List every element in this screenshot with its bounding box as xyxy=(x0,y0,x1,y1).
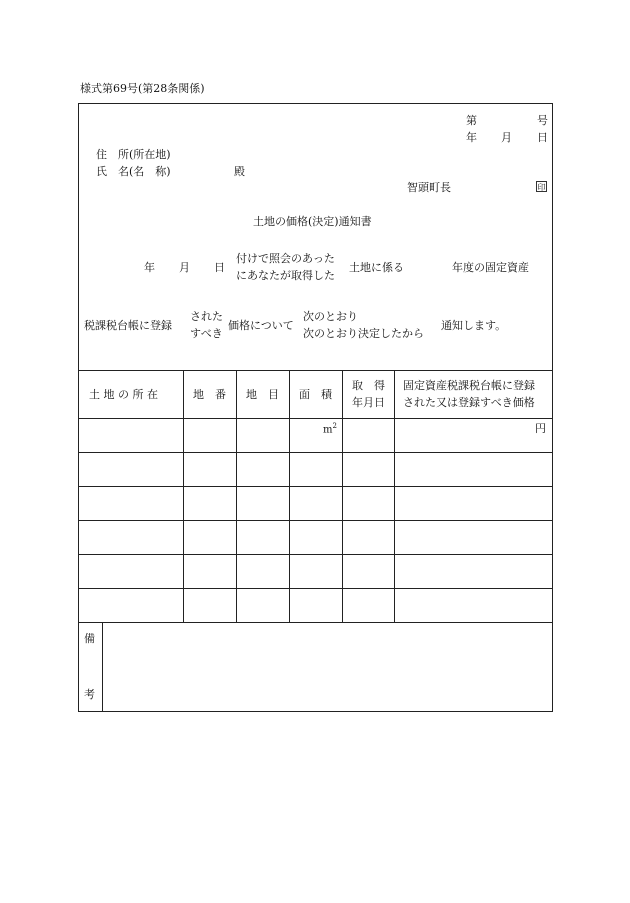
remarks-label-ko: 考 xyxy=(84,688,95,701)
choice-registered: された xyxy=(190,310,223,323)
table-col-divider xyxy=(289,370,290,622)
col-header-price-2: された又は登録すべき価格 xyxy=(403,396,535,409)
table-header-border xyxy=(78,418,553,419)
remarks-label-bi: 備 xyxy=(84,632,95,645)
ledger-registration: 税課税台帳に登録 xyxy=(84,319,172,332)
table-row-border xyxy=(78,452,553,453)
ref-year: 年 xyxy=(144,261,155,274)
unit-yen: 円 xyxy=(535,422,546,435)
name-label: 氏 名(名 称) xyxy=(96,165,171,178)
about-price: 価格について xyxy=(228,319,294,332)
col-header-area: 面 積 xyxy=(299,388,332,401)
issuer-title: 智頭町長 xyxy=(407,181,451,194)
honorific-tono: 殿 xyxy=(234,165,245,178)
col-header-location: 土 地 の 所 在 xyxy=(89,388,158,401)
col-header-acquisition-1: 取 得 xyxy=(352,379,385,392)
choice-acquired: にあなたが取得した xyxy=(236,269,335,282)
document-title: 土地の価格(決定)通知書 xyxy=(253,215,372,228)
ref-day: 日 xyxy=(214,261,225,274)
address-label: 住 所(所在地) xyxy=(96,148,171,161)
col-header-land-category: 地 目 xyxy=(246,388,279,401)
issue-date-year: 年 xyxy=(466,131,477,144)
table-row-border xyxy=(78,520,553,521)
table-row-border xyxy=(78,588,553,589)
table-top-border xyxy=(78,370,553,371)
table-col-divider xyxy=(183,370,184,622)
doc-number-go: 号 xyxy=(537,114,548,127)
choice-as-follows: 次のとおり xyxy=(303,310,358,323)
col-header-acquisition-2: 年月日 xyxy=(352,396,385,409)
table-row-border xyxy=(78,486,553,487)
remarks-divider xyxy=(102,622,103,712)
issue-date-day: 日 xyxy=(537,131,548,144)
land-related: 土地に係る xyxy=(349,261,404,274)
table-col-divider xyxy=(236,370,237,622)
doc-number-dai: 第 xyxy=(466,114,477,127)
table-col-divider xyxy=(394,370,395,622)
seal-mark: 印 xyxy=(537,183,546,192)
issue-date-month: 月 xyxy=(501,131,512,144)
table-bottom-border xyxy=(78,622,553,623)
notify-text: 通知します。 xyxy=(441,319,507,332)
fiscal-year-text: 年度の固定資産 xyxy=(452,261,529,274)
table-col-divider xyxy=(342,370,343,622)
choice-decided: 次のとおり決定したから xyxy=(303,327,424,340)
table-row-border xyxy=(78,554,553,555)
choice-inquired: 付けで照会のあった xyxy=(236,252,335,265)
unit-square-meter: $m^2$ xyxy=(323,422,337,436)
choice-to-register: すべき xyxy=(190,327,223,340)
form-number-label: 様式第69号(第28条関係) xyxy=(80,82,205,95)
ref-month: 月 xyxy=(179,261,190,274)
col-header-lot-number: 地 番 xyxy=(193,388,226,401)
col-header-price-1: 固定資産税課税台帳に登録 xyxy=(403,379,535,392)
